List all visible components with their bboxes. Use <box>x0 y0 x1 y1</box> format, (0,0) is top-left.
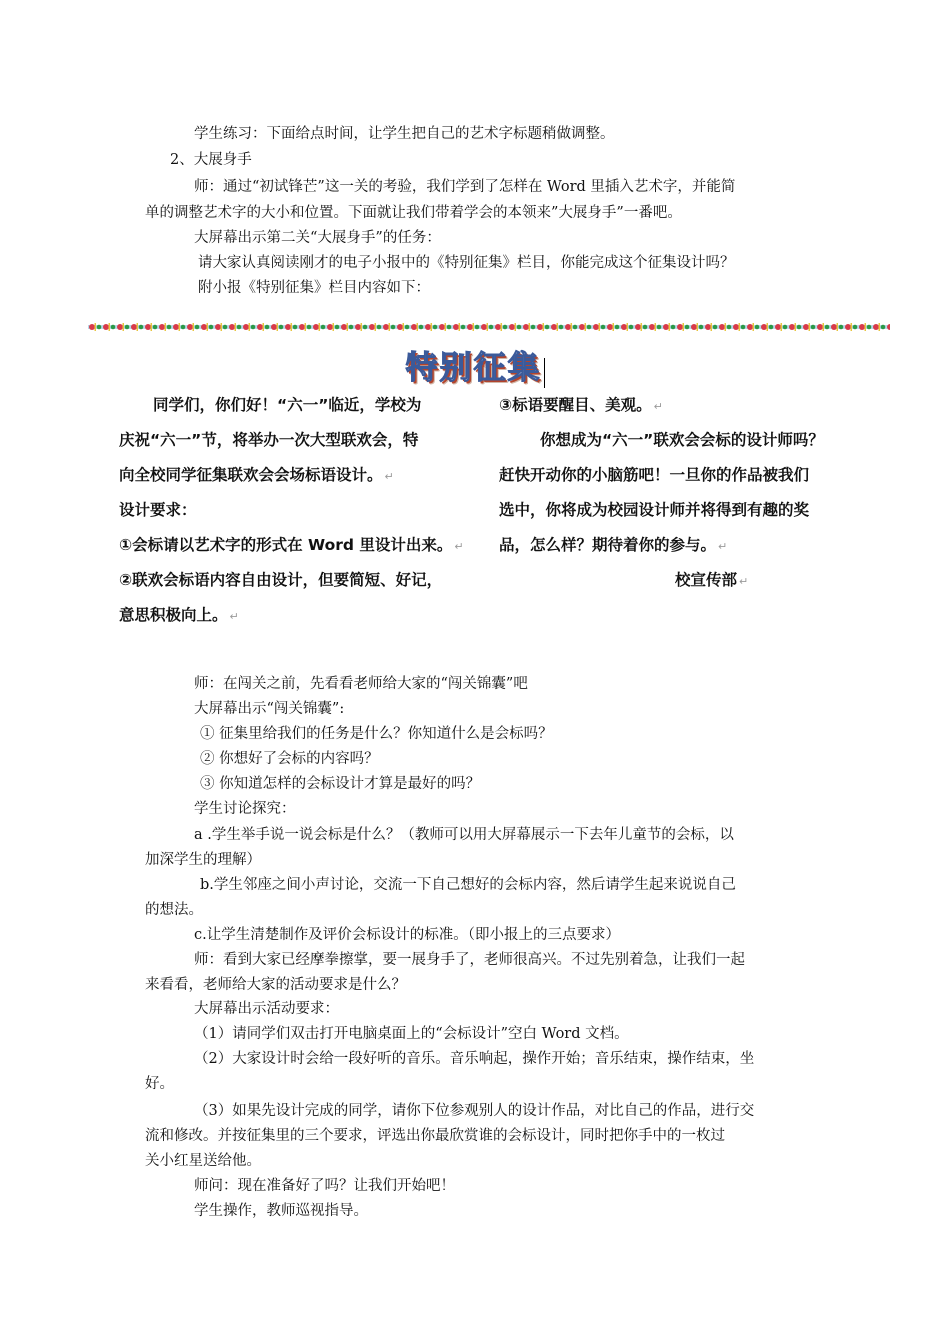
poster-left-line: ②联欢会标语内容自由设计，但要简短、好记， <box>119 571 443 589</box>
text-line: 大屏幕出示“闯关锦囊”: <box>194 701 345 717</box>
list-item: ① 征集里给我们的任务是什么？你知道什么是会标吗？ <box>200 726 553 742</box>
poster-right-line: ③标语要醒目、美观。 ↵ <box>499 396 663 414</box>
paragraph-mark-icon: ↵ <box>653 400 663 413</box>
text-line: （2）大家设计时会给一段好听的音乐。音乐响起，操作开始；音乐结束，操作结束，坐 <box>194 1051 755 1067</box>
poster-right-line: 选中，你将成为校园设计师并将得到有趣的奖 <box>499 501 810 519</box>
poster-left-line: 向全校同学征集联欢会会场标语设计。 ↵ <box>119 466 394 484</box>
poster-left-line: 意思积极向上。 ↵ <box>119 606 239 624</box>
text-line: 单的调整艺术字的大小和位置。下面就让我们带着学会的本领来”大展身手”一番吧。 <box>145 205 682 221</box>
text-line: 大屏幕出示第二关“大展身手”的任务： <box>194 230 441 246</box>
text-line: 附小报《特别征集》栏目内容如下： <box>198 280 430 296</box>
text-line: 师问：现在准备好了吗？让我们开始吧！ <box>194 1178 455 1194</box>
text-line: 关小红星送给他。 <box>145 1153 261 1169</box>
list-item: ③ 你知道怎样的会标设计才算是最好的吗？ <box>200 776 481 792</box>
text-line: 师：在闯关之前，先看看老师给大家的“闯关锦囊”吧 <box>194 676 528 692</box>
poster-title <box>0 342 950 388</box>
text-line: 流和修改。并按征集里的三个要求，评选出你最欣赏谁的会标设计，同时把你手中的一枚过 <box>145 1128 725 1144</box>
text-line: b.学生邻座之间小声讨论，交流一下自己想好的会标内容，然后请学生起来说说自己 <box>200 877 736 893</box>
text-line: （1）请同学们双击打开电脑桌面上的“会标设计”空白 Word 文档。 <box>194 1026 629 1042</box>
text-line: 学生操作，教师巡视指导。 <box>194 1203 368 1219</box>
poster-right-line: 品，怎么样？期待着你的参与。 ↵ <box>499 536 728 554</box>
poster-title-text: 特别征集 <box>405 348 542 386</box>
section-heading: 2、大展身手 <box>170 152 252 168</box>
decorative-border <box>88 321 890 333</box>
text-line: 好。 <box>145 1076 174 1092</box>
poster-left-line: 设计要求： <box>119 501 197 519</box>
text-line: 大屏幕出示活动要求： <box>194 1001 339 1017</box>
poster-right-line: 赶快开动你的小脑筋吧！一旦你的作品被我们 <box>499 466 810 484</box>
poster-left-line: 同学们，你们好！“六一”临近，学校为 <box>153 396 422 414</box>
poster-left-line: ①会标请以艺术字的形式在 Word 里设计出来。 ↵ <box>119 536 464 554</box>
text-line: 来看看，老师给大家的活动要求是什么？ <box>145 977 406 993</box>
text-line: 的想法。 <box>145 902 203 918</box>
text-line: 请大家认真阅读刚才的电子小报中的《特别征集》栏目，你能完成这个征集设计吗？ <box>198 255 735 271</box>
text-line: 学生练习：下面给点时间，让学生把自己的艺术字标题稍做调整。 <box>194 126 615 142</box>
text-line: 学生讨论探究： <box>194 801 296 817</box>
paragraph-mark-icon: ↵ <box>739 575 749 588</box>
text-line: 师：通过“初试锋芒”这一关的考验，我们学到了怎样在 Word 里插入艺术字，并能简 <box>194 179 736 195</box>
paragraph-mark-icon: ↵ <box>229 610 239 623</box>
paragraph-mark-icon: ↵ <box>384 470 394 483</box>
list-item: ② 你想好了会标的内容吗？ <box>200 751 379 767</box>
text-line: （3）如果先设计完成的同学，请你下位参观别人的设计作品，对比自己的作品，进行交 <box>194 1103 755 1119</box>
poster-right-line: 你想成为“六一”联欢会会标的设计师吗？ <box>540 431 824 449</box>
poster-signature: 校宣传部 ↵ <box>675 571 749 589</box>
text-line: c.让学生清楚制作及评价会标设计的标准。（即小报上的三点要求） <box>194 927 620 943</box>
text-cursor <box>544 358 545 388</box>
text-line: 师：看到大家已经摩拳擦掌，要一展身手了，老师很高兴。不过先别着急，让我们一起 <box>194 952 745 968</box>
paragraph-mark-icon: ↵ <box>454 540 464 553</box>
paragraph-mark-icon: ↵ <box>718 540 728 553</box>
poster-left-line: 庆祝“六一”节，将举办一次大型联欢会，特 <box>119 431 419 449</box>
text-line: a .学生举手说一说会标是什么？（教师可以用大屏幕展示一下去年儿童节的会标，以 <box>194 827 734 843</box>
text-line: 加深学生的理解） <box>145 852 261 868</box>
